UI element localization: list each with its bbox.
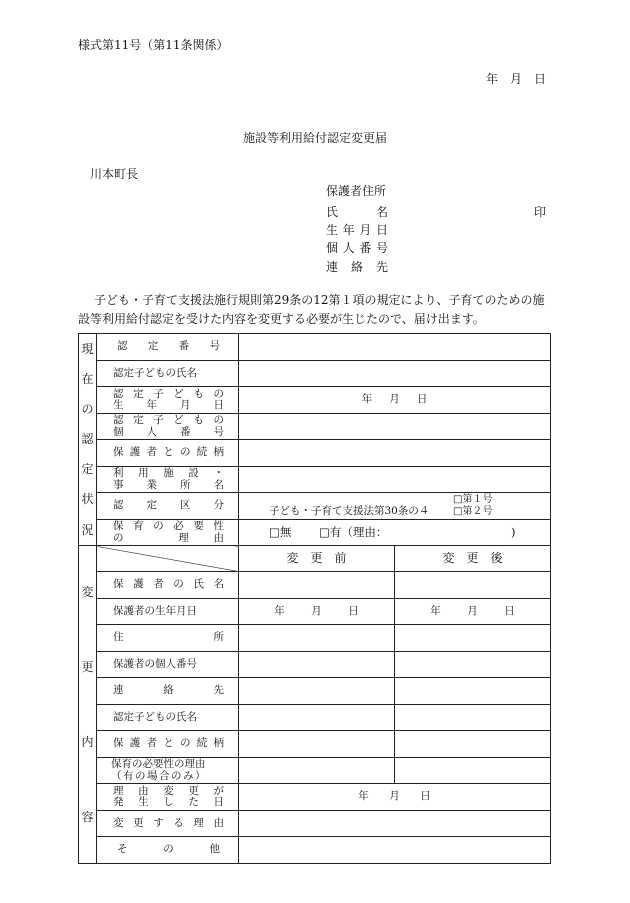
field-guardian-id-after[interactable] [395, 652, 551, 678]
form-table [78, 333, 551, 864]
category-option-1[interactable]: □第１号 [453, 494, 493, 505]
name-char-2: 名 [375, 205, 388, 219]
field-guardian-name-before[interactable] [239, 572, 395, 599]
necessity-close-paren: ) [511, 525, 516, 539]
addressee: 川本町長 [90, 167, 139, 181]
field-category[interactable] [239, 493, 551, 520]
form-title: 施設等利用給付認定変更届 [242, 131, 387, 145]
label-guardian-name: 保 護 者 の 氏 名 [97, 572, 239, 599]
field-child-name-before[interactable] [239, 705, 395, 731]
seal-mark: 印 [534, 205, 547, 219]
field-guardian-name-after[interactable] [395, 572, 551, 599]
label-other: そ の 他 [97, 837, 239, 864]
label-change-reason: 変 更 す る 理 由 [97, 811, 239, 837]
field-cert-no[interactable] [239, 334, 551, 361]
label-category: 認 定 区 分 [97, 493, 239, 520]
field-other[interactable] [239, 837, 551, 864]
field-guardian-birth-before[interactable]: 年 月 日 [239, 599, 395, 625]
id-label: 個 人 番 号 [326, 241, 388, 255]
date-month: 月 [509, 72, 522, 86]
field-relation[interactable] [239, 440, 551, 467]
change-details-side-label: 変 更 内 容 [79, 546, 97, 864]
field-change-date[interactable]: 年 月 日 [239, 784, 551, 811]
field-address-after[interactable] [395, 625, 551, 652]
field-necessity[interactable] [239, 520, 551, 546]
birth-label: 生 年 月 日 [326, 223, 388, 237]
date-year: 年 [486, 72, 499, 86]
label-necessity-change: 保育の必要性の理由 （有の場合のみ） [97, 758, 239, 784]
field-address-before[interactable] [239, 625, 395, 652]
name-char-1: 氏 [326, 205, 339, 219]
label-child-name: 認定子どもの氏名 [97, 361, 239, 387]
body-line-2: 設等利用給付認定を受けた内容を変更する必要が生じたので、届け出ます。 [78, 312, 485, 326]
field-change-reason[interactable] [239, 811, 551, 837]
label-relation-change: 保 護 者 と の 続 柄 [97, 731, 239, 758]
label-guardian-birth: 保護者の生年月日 [97, 599, 239, 625]
form-number: 様式第11号（第11条関係） [78, 38, 229, 52]
field-child-id[interactable] [239, 414, 551, 440]
guardian-name-row [326, 203, 388, 220]
label-child-birth: 認 定 子 ど も の 生 年 月 日 [97, 387, 239, 414]
label-cert-no: 認 定 番 号 [97, 334, 239, 361]
field-contact-before[interactable] [239, 678, 395, 705]
field-relation-before[interactable] [239, 731, 395, 758]
label-contact: 連 絡 先 [97, 678, 239, 705]
date-day: 日 [533, 72, 546, 86]
field-relation-after[interactable] [395, 731, 551, 758]
column-header-before: 変 更 前 [239, 546, 395, 572]
label-facility: 利 用 施 設 ・ 事 業 所 名 [97, 467, 239, 493]
label-child-name-change: 認定子どもの氏名 [97, 705, 239, 731]
field-child-name-after[interactable] [395, 705, 551, 731]
field-facility[interactable] [239, 467, 551, 493]
field-guardian-birth-after[interactable]: 年 月 日 [395, 599, 551, 625]
category-option-2[interactable]: □第２号 [453, 506, 493, 517]
field-necessity-after[interactable] [395, 758, 551, 784]
field-child-birth[interactable]: 年 月 日 [239, 387, 551, 414]
label-address: 住 所 [97, 625, 239, 652]
field-child-name[interactable] [239, 361, 551, 387]
field-guardian-id-before[interactable] [239, 652, 395, 678]
category-text: 子ども・子育て支援法第30条の４ [269, 505, 430, 517]
necessity-none-checkbox[interactable]: □無 [269, 525, 292, 539]
label-change-date: 理 由 変 更 が 発 生 し た 日 [97, 784, 239, 811]
column-header-after: 変 更 後 [395, 546, 551, 572]
guardian-address-label: 保護者住所 [326, 184, 387, 198]
header-diagonal-cell [97, 546, 239, 572]
label-child-id: 認 定 子 ど も の 個 人 番 号 [97, 414, 239, 440]
field-contact-after[interactable] [395, 678, 551, 705]
body-line-1: 子ども・子育て支援法施行規則第29条の12第１項の規定により、子育てのための施 [94, 293, 545, 307]
label-guardian-id: 保護者の個人番号 [97, 652, 239, 678]
current-status-side-label: 現 在 の 認 定 状 況 [79, 334, 97, 546]
label-necessity: 保 育 の 必 要 性 の 理 由 [97, 520, 239, 546]
field-necessity-before[interactable] [239, 758, 395, 784]
contact-label: 連 絡 先 [326, 260, 388, 274]
label-relation: 保 護 者 と の 続 柄 [97, 440, 239, 467]
necessity-yes-checkbox[interactable]: □有（理由： [319, 525, 388, 539]
submission-date [486, 70, 546, 87]
